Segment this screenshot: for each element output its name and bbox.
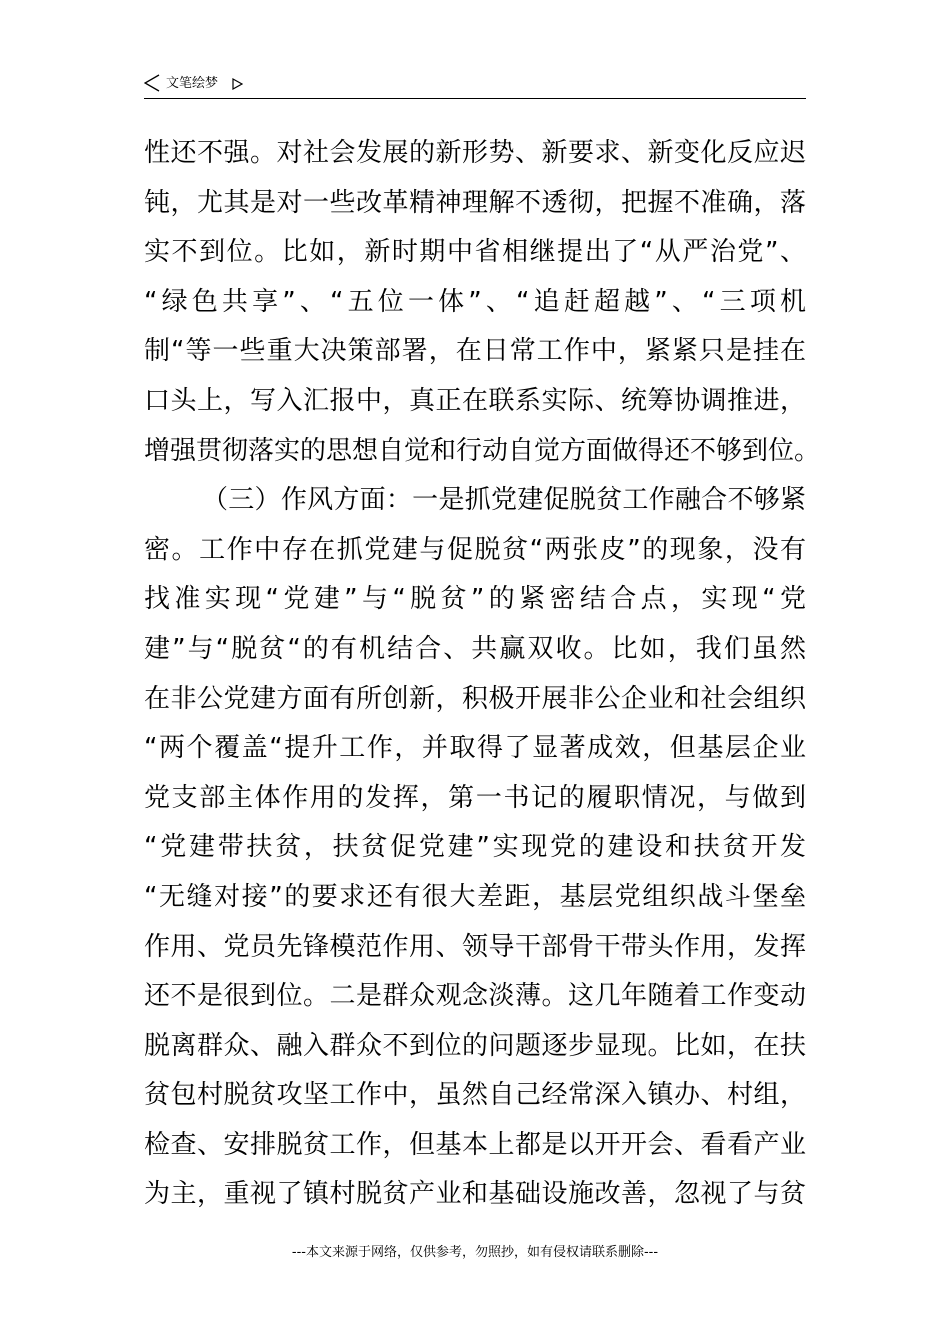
text-line: 实不到位。比如，新时期中省相继提出了“从严治党”、: [144, 237, 806, 268]
text-line: 检查、安排脱贫工作，但基本上都是以开开会、看看产业: [144, 1129, 806, 1160]
text-line: 为主，重视了镇村脱贫产业和基础设施改善，忽视了与贫: [144, 1179, 806, 1210]
text-line: 找准实现“党建”与“脱贫”的紧密结合点，实现“党: [144, 584, 806, 615]
triangle-right-icon: [232, 75, 243, 94]
text-line: 性还不强。对社会发展的新形势、新要求、新变化反应迟: [144, 138, 806, 168]
text-line: 制“等一些重大决策部署，在日常工作中，紧紧只是挂在: [144, 336, 806, 367]
body-text: [144, 129, 821, 1220]
text-line: “无缝对接”的要求还有很大差距，基层党组织战斗堡垒: [144, 881, 806, 912]
text-line: “绿色共享”、“五位一体”、“追赶超越”、“三项机: [144, 286, 806, 317]
text-line: “两个覆盖“提升工作，并取得了显著成效，但基层企业: [144, 733, 806, 764]
text-line: 贫包村脱贫攻坚工作中，虽然自己经常深入镇办、村组，: [144, 1080, 806, 1111]
text-line: 密。工作中存在抓党建与促脱贫“两张皮”的现象，没有: [144, 534, 806, 565]
text-line: 建”与“脱贫“的有机结合、共赢双收。比如，我们虽然: [144, 633, 806, 664]
text-line: 口头上，写入汇报中，真正在联系实际、统筹协调推进，: [144, 385, 806, 416]
text-line: 脱离群众、融入群众不到位的问题逐步显现。比如，在扶: [144, 1030, 806, 1061]
page-header: [144, 70, 806, 99]
text-line: 作用、党员先锋模范作用、领导干部骨干带头作用，发挥: [144, 931, 806, 962]
text-line: “党建带扶贫，扶贫促党建”实现党的建设和扶贫开发: [144, 832, 806, 863]
text-line: 在非公党建方面有所创新，积极开展非公企业和社会组织: [144, 683, 806, 714]
triangle-left-icon: [144, 74, 160, 96]
page-footer: ---本文来源于网络，仅供参考，勿照抄，如有侵权请联系删除---: [291, 1245, 659, 1260]
text-line: 增强贯彻落实的思想自觉和行动自觉方面做得还不够到位。: [144, 435, 821, 466]
paragraph-start-line: （三）作风方面：一是抓党建促脱贫工作融合不够紧: [202, 485, 806, 516]
text-line: 党支部主体作用的发挥，第一书记的履职情况，与做到: [144, 782, 806, 813]
text-line: 还不是很到位。二是群众观念淡薄。这几年随着工作变动: [144, 981, 806, 1012]
header-title: 文笔绘梦: [166, 76, 219, 91]
text-line: 钝，尤其是对一些改革精神理解不透彻，把握不准确，落: [144, 187, 806, 218]
